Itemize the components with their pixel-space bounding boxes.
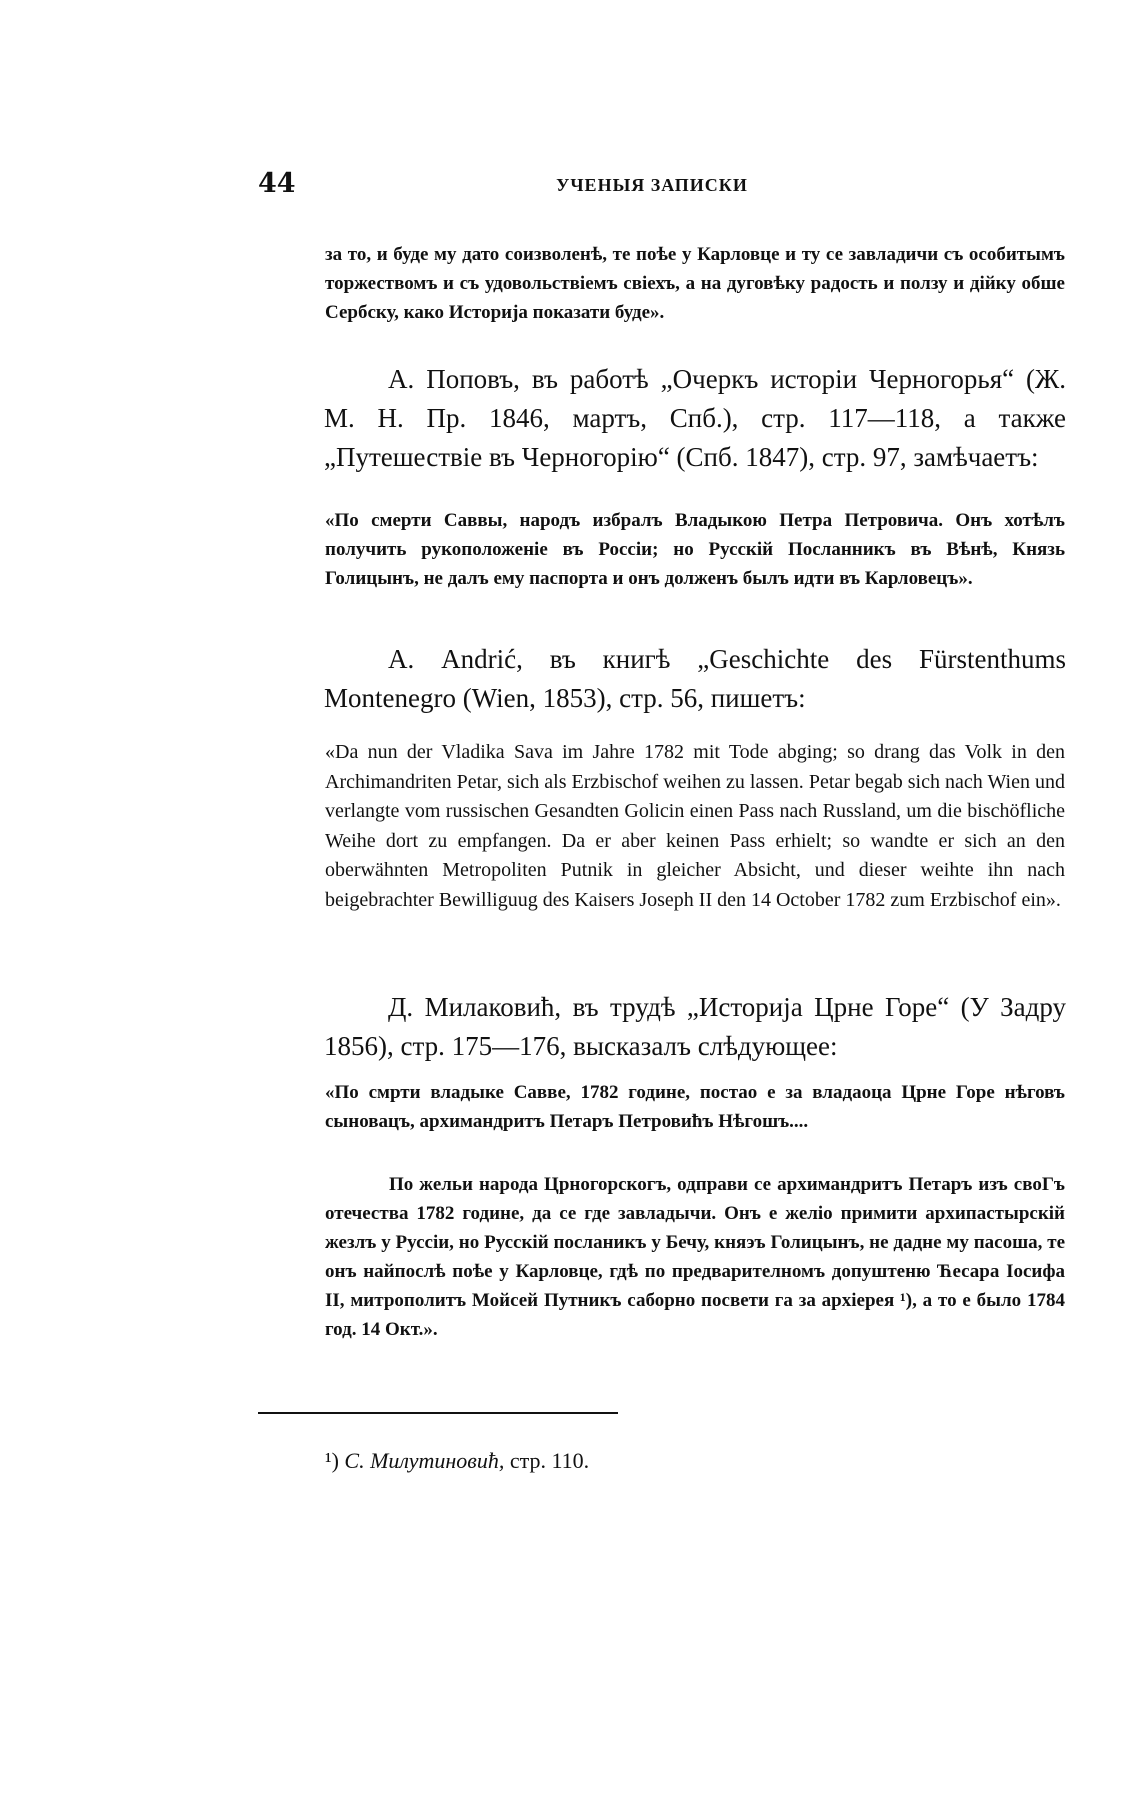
footnote-rule (258, 1412, 618, 1414)
page-header (258, 168, 1046, 208)
page-number: 44 (258, 168, 296, 199)
footnote-marker: ¹) (325, 1448, 339, 1473)
quote-block-4a: «По смрти владыке Савве, 1782 године, постао е за владаоца Црне Горе нѣговъ сыновацъ, архимандритъ Петаръ Петровићъ Нѣгошъ.... (325, 1082, 1065, 1132)
running-title: УЧЕНЫЯ ЗАПИСКИ (556, 175, 748, 195)
quote-block-4b: По жельи народа Црногорскогъ, одправи се архимандритъ Петаръ изъ своГъ отечества 1782 године, да се где завладычи. Онъ е желіо примити архипастырскій жезлъ у Руссіи, но Русскій посланикъ у Бечу, княэъ Голицынъ, не дадне му пасоша, те онъ найпослѣ поѣе у Карловце, гдѣ по предварителномъ допуштеню Ћесара Іосифа II, митрополитъ Мойсей Путникъ саборно посвети га за архіерея ¹), а то е было 1784 год. 14 Окт.». (325, 1174, 1065, 1340)
paragraph-milakovic: Д. Милаковић, въ трудѣ „Историја Црне Горе“ (У Задру 1856), стр. 175—176, высказалъ слѣдующее: (324, 992, 1066, 1061)
quote-block-1: за то, и буде му дато соизволенѣ, те поѣе у Карловце и ту се завладичи съ особитымъ торжествомъ и съ удовольствіемъ свіехъ, а на дуговѣку радость и ползу и дійку обше Сербску, како Историја показати буде». (325, 244, 1065, 323)
footnote-author: С. Милутиновић, (344, 1448, 505, 1473)
quote-block-2: «По смерти Саввы, народъ избралъ Владыкою Петра Петровича. Онъ хотѣлъ получить рукоположеніе въ Россіи; но Русскій Посланникъ въ Вѣнѣ, Князь Голицынъ, не далъ ему паспорта и онъ долженъ былъ идти въ Карловецъ». (325, 510, 1065, 589)
paragraph-andric: А. Andrić, въ книгѣ „Geschichte des Fürstenthums Montenegro (Wien, 1853), стр. 56, пишетъ: (324, 644, 1066, 713)
paragraph-popov: А. Поповъ, въ работѣ „Очеркъ исторіи Черногорья“ (Ж. М. Н. Пр. 1846, мартъ, Спб.), стр. 117—118, а также „Путешествіе въ Черногорію“ (Спб. 1847), стр. 97, замѣчаетъ: (324, 364, 1066, 472)
footnote (325, 1448, 589, 1474)
quote-block-3: «Da nun der Vladika Sava im Jahre 1782 mit Tode abging; so drang das Volk in den Archimandriten Petar, sich als Erzbischof weihen zu lassen. Petar begab sich nach Wien und verlangte vom russischen Gesandten Golicin einen Pass nach Russland, um die bischöfliche Weihe dort zu empfangen. Da er aber keinen Pass erhielt; so wandte er sich an den oberwähnten Metropoliten Putnik in gleicher Absicht, und dieser weihte ihn nach beigebrachter Bewilliguug des Kaisers Joseph II den 14 October 1782 zum Erzbischof ein». (325, 741, 1065, 911)
footnote-ref: стр. 110. (509, 1448, 590, 1473)
